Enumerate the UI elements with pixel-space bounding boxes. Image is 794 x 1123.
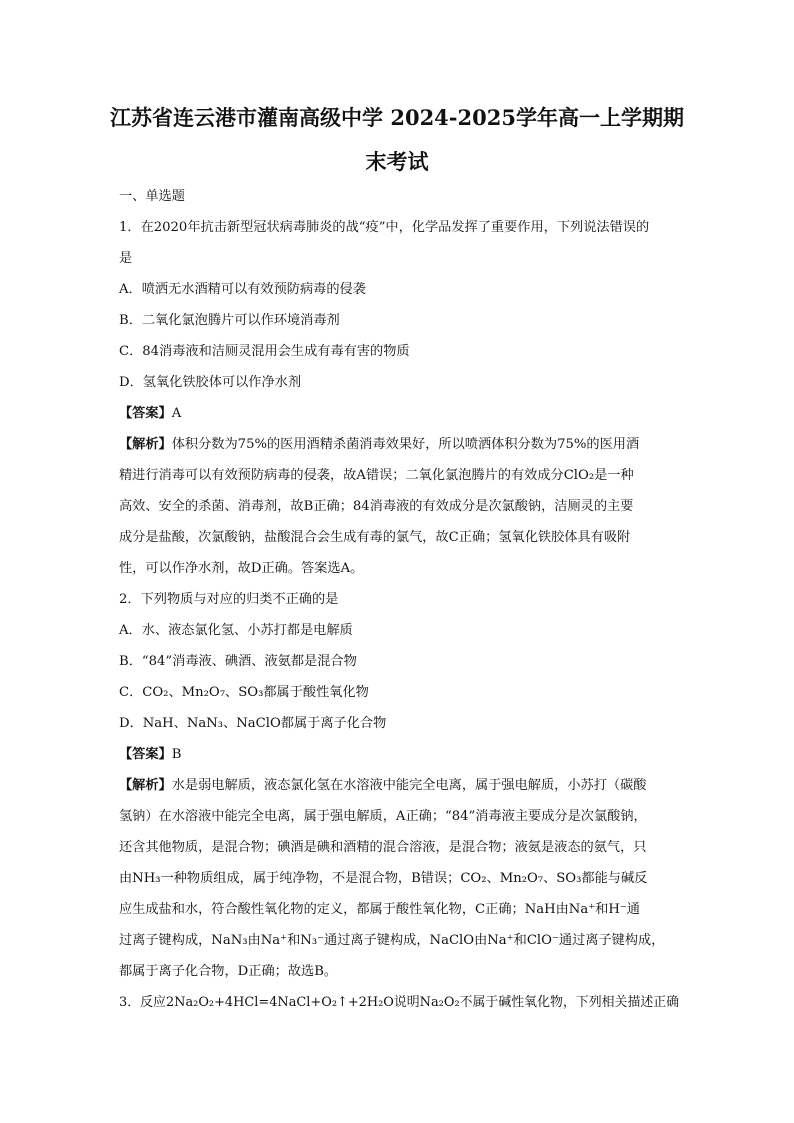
answer-label: 【答案】 — [119, 747, 172, 762]
q2-stem: 2．下列物质与对应的归类不正确的是 — [119, 592, 339, 607]
q1-analysis-text-1: 体积分数为75%的医用酒精杀菌消毒效果好，所以喷洒体积分数为75%的医用酒 — [171, 437, 640, 452]
question-content — [119, 181, 679, 1018]
q2-option-d: D．NaH、NaN₃、NaClO都属于离子化合物 — [119, 716, 387, 731]
q1-analysis-line-3: 高效、安全的杀菌、消毒剂，故B正确；84消毒液的有效成分是次氯酸钠，洁厕灵的主要 — [119, 499, 634, 514]
q1-answer-value: A — [171, 406, 182, 421]
q1-option-a: A．喷洒无水酒精可以有效预防病毒的侵袭 — [119, 282, 366, 297]
title-line-1: 江苏省连云港市灌南高级中学 2024-2025学年高一上学期期 — [110, 105, 684, 130]
q2-answer-value: B — [171, 747, 182, 762]
q2-analysis-line-3: 还含其他物质，是混合物；碘酒是碘和酒精的混合溶液，是混合物；液氨是液态的氨气，只 — [119, 840, 647, 855]
q1-analysis-line-5: 性，可以作净水剂，故D正确。答案选A。 — [119, 561, 364, 576]
question-2 — [119, 584, 679, 987]
q2-answer — [119, 739, 679, 770]
q2-analysis-line-5: 应生成盐和水，符合酸性氧化物的定义，都属于酸性氧化物，C正确；NaH由Na⁺和H⁻通 — [119, 902, 640, 917]
title-line-2: 末考试 — [365, 149, 429, 174]
q1-analysis-line-2: 精进行消毒可以有效预防病毒的侵袭，故A错误；二氧化氯泡腾片的有效成分ClO₂是一种 — [119, 468, 634, 483]
q2-option-c: C．CO₂、Mn₂O₇、SO₃都属于酸性氧化物 — [119, 685, 369, 700]
q1-option-c: C．84消毒液和洁厕灵混用会生成有毒有害的物质 — [119, 344, 410, 359]
q1-answer — [119, 398, 679, 429]
q2-option-b: B．“84”消毒液、碘酒、液氨都是混合物 — [119, 654, 357, 669]
q3-stem-line-1: 3．反应2Na₂O₂+4HCl=4NaCl+O₂↑+2H₂O说明Na₂O₂不属于碱性氧化物，下列相关描述正确 — [119, 995, 680, 1010]
q1-stem-line-1: 1．在2020年抗击新型冠状病毒肺炎的战“疫”中，化学品发挥了重要作用，下列说法错误的 — [119, 220, 650, 235]
q1-option-d: D．氢氧化铁胶体可以作净水剂 — [119, 375, 302, 390]
q2-analysis-line-1 — [119, 770, 679, 801]
q2-option-a: A．水、液态氯化氢、小苏打都是电解质 — [119, 623, 353, 638]
q1-stem-line-2: 是 — [119, 251, 133, 266]
question-3 — [119, 987, 679, 1018]
q2-analysis-line-2: 氢钠）在水溶液中能完全电离，属于强电解质，A正确；“84”消毒液主要成分是次氯酸钠， — [119, 809, 647, 824]
q2-analysis-line-6: 过离子键构成，NaN₃由Na⁺和N₃⁻通过离子键构成，NaClO由Na⁺和ClO⁻通过离子键构成， — [119, 933, 665, 948]
q1-analysis-line-1 — [119, 429, 679, 460]
q2-analysis-text-1: 水是弱电解质，液态氯化氢在水溶液中能完全电离，属于强电解质，小苏打（碳酸 — [171, 778, 647, 793]
question-1 — [119, 212, 679, 584]
analysis-label: 【解析】 — [119, 778, 172, 793]
analysis-label: 【解析】 — [119, 437, 172, 452]
section-heading: 一、单选题 — [119, 189, 185, 204]
answer-label: 【答案】 — [119, 406, 172, 421]
q2-analysis-line-7: 都属于离子化合物，D正确；故选B。 — [119, 964, 338, 979]
document-title — [100, 96, 694, 184]
q1-analysis-line-4: 成分是盐酸，次氯酸钠，盐酸混合会生成有毒的氯气，故C正确；氢氧化铁胶体具有吸附 — [119, 530, 631, 545]
q1-option-b: B．二氧化氯泡腾片可以作环境消毒剂 — [119, 313, 340, 328]
q2-analysis-line-4: 由NH₃一种物质组成，属于纯净物，不是混合物，B错误；CO₂、Mn₂O₇、SO₃都能与碱反 — [119, 871, 648, 886]
